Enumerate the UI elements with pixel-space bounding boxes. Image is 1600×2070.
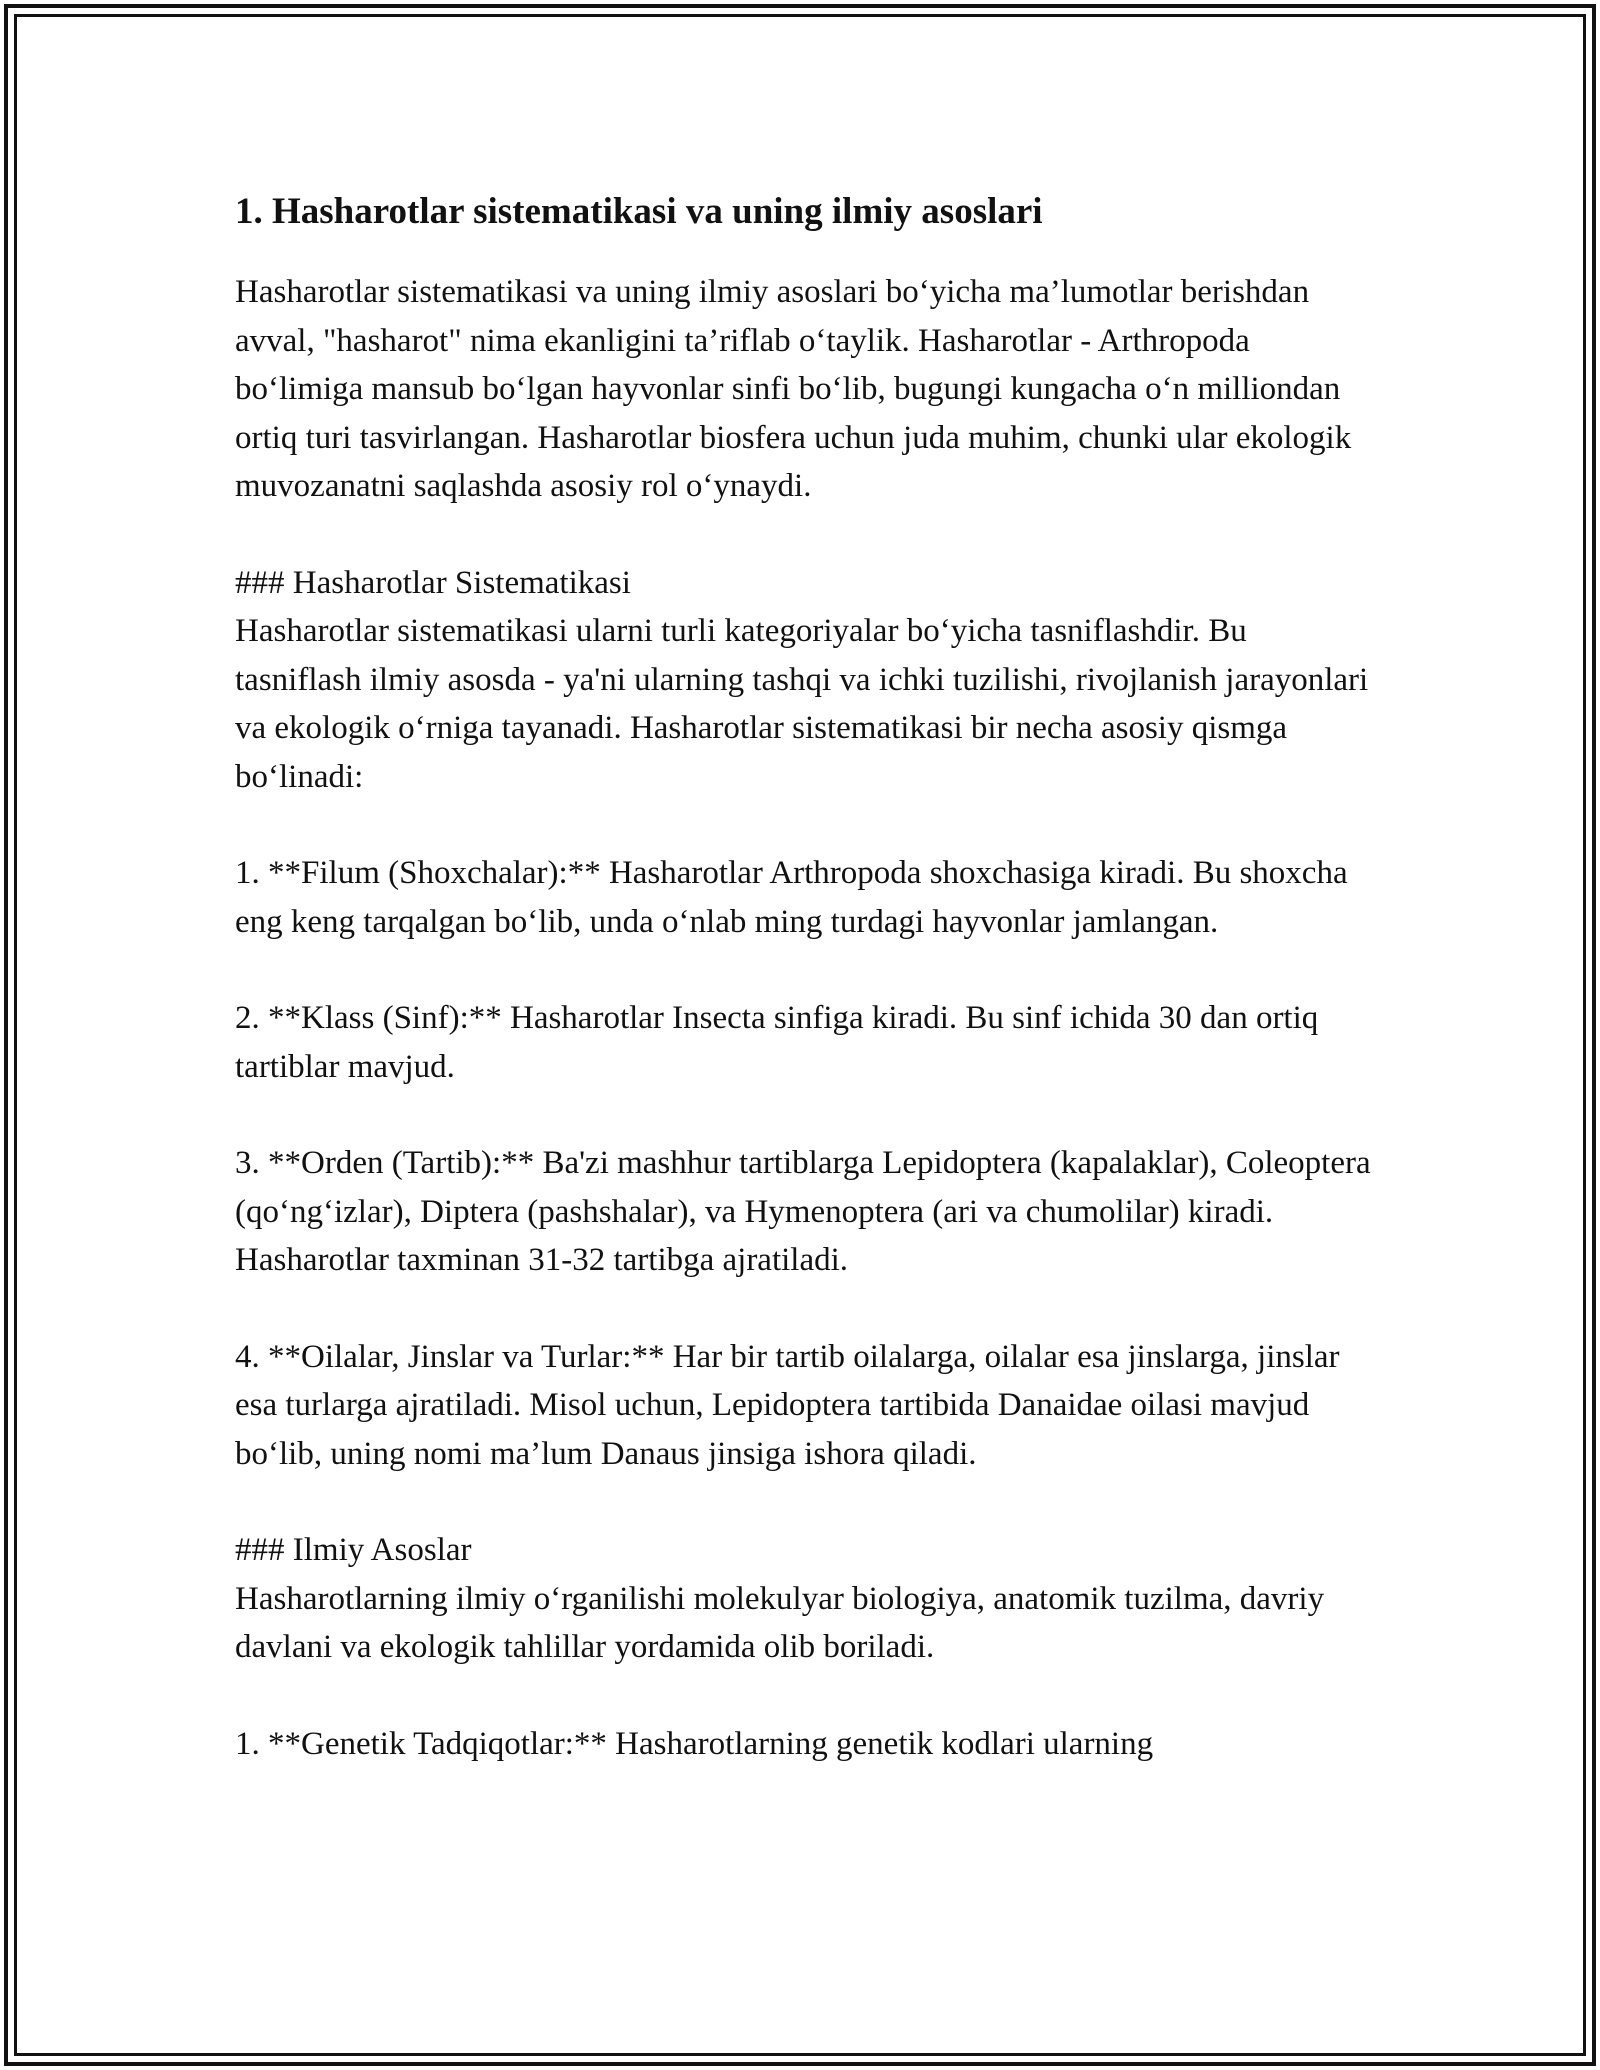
section-scientific-basis: [235, 1526, 1375, 1672]
intro-paragraph: Hasharotlar sistematikasi va uning ilmiy asoslari bo‘yicha ma’lumotlar berishdan avval, "hasharot" nima ekanligini ta’riflab o‘taylik. Hasharotlar - Arthropoda bo‘limiga mansub bo‘lgan hayvonlar sinfi bo‘lib, bugungi kungacha o‘n milliondan ortiq turi tasvirlangan. Hasharotlar biosfera uchun juda muhim, chunki ular ekologik muvozanatni saqlashda asosiy rol o‘ynaydi.: [235, 274, 1352, 504]
list-item: 3. **Orden (Tartib):** Ba'zi mashhur tartiblarga Lepidoptera (kapalaklar), Coleoptera (qo‘ng‘izlar), Diptera (pashshalar), va Hymenoptera (ari va chumolilar) kiradi. Hasharotlar taxminan 31-32 tartibga ajratiladi.: [235, 1145, 1371, 1278]
section-systematics: [235, 559, 1375, 802]
list-item: 1. **Filum (Shoxchalar):** Hasharotlar Arthropoda shoxchasiga kiradi. Bu shoxcha eng keng tarqalgan bo‘lib, unda o‘nlab ming turdagi hayvonlar jamlangan.: [235, 855, 1348, 940]
section-text-scientific-basis: Hasharotlarning ilmiy o‘rganilishi molekulyar biologiya, anatomik tuzilma, davriy davlani va ekologik tahlillar yordamida olib boriladi.: [235, 1580, 1325, 1665]
list-item: 2. **Klass (Sinf):** Hasharotlar Insecta sinfiga kiradi. Bu sinf ichida 30 dan ortiq tartiblar mavjud.: [235, 1000, 1319, 1085]
document-body: [235, 186, 1375, 1768]
document-title: 1. Hasharotlar sistematikasi va uning ilmiy asoslari: [235, 191, 1043, 232]
section-text-systematics: Hasharotlar sistematikasi ularni turli kategoriyalar bo‘yicha tasniflashdir. Bu tasniflash ilmiy asosda - ya'ni ularning tashqi va ichki tuzilishi, rivojlanish jarayonlari va ekologik o‘rniga tayanadi. Hasharotlar sistematikasi bir necha asosiy qismga bo‘linadi:: [235, 613, 1369, 795]
section-heading-systematics: ### Hasharotlar Sistematikasi: [235, 564, 631, 601]
list-item: 4. **Oilalar, Jinslar va Turlar:** Har bir tartib oilalarga, oilalar esa jinslarga, jinslar esa turlarga ajratiladi. Misol uchun, Lepidoptera tartibida Danaidae oilasi mavjud bo‘lib, uning nomi ma’lum Danaus jinsiga ishora qiladi.: [235, 1338, 1340, 1472]
list-item-genetic: 1. **Genetik Tadqiqotlar:** Hasharotlarning genetik kodlari ularning: [235, 1725, 1154, 1762]
section-heading-scientific-basis: ### Ilmiy Asoslar: [235, 1532, 472, 1568]
